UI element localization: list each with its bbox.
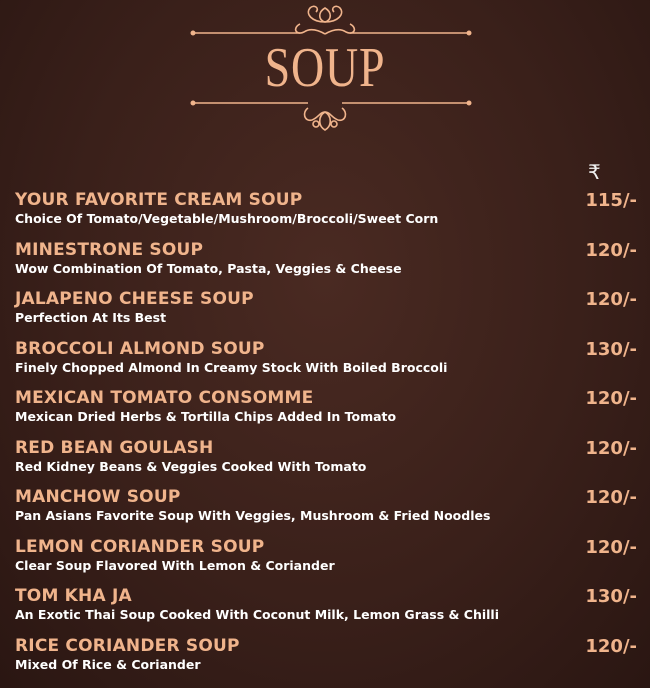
menu-item-name: RED BEAN GOULASH xyxy=(15,437,214,458)
menu-item-price: 120/- xyxy=(585,239,637,261)
menu-item xyxy=(15,190,640,240)
menu-item-description: Red Kidney Beans & Veggies Cooked With Tomato xyxy=(15,458,367,474)
menu-item-description: Clear Soup Flavored With Lemon & Coriander xyxy=(15,557,335,573)
menu-item-name: RICE CORIANDER SOUP xyxy=(15,635,240,656)
menu-item-name: YOUR FAVORITE CREAM SOUP xyxy=(15,190,303,210)
menu-item xyxy=(15,339,640,389)
menu-item xyxy=(15,636,640,686)
menu-item xyxy=(15,240,640,290)
menu-item xyxy=(15,388,640,438)
menu-item-description: Mixed Of Rice & Coriander xyxy=(15,656,201,672)
menu-item-description: Choice Of Tomato/Vegetable/Mushroom/Broccoli/Sweet Corn xyxy=(15,211,439,226)
menu-item xyxy=(15,289,640,339)
menu-item xyxy=(15,537,640,587)
menu-item-description: Perfection At Its Best xyxy=(15,310,167,325)
menu-item-description: Pan Asians Favorite Soup With Veggies, Mushroom & Fried Noodles xyxy=(15,508,491,523)
menu-item-name: LEMON CORIANDER SOUP xyxy=(15,536,265,557)
menu-item-price: 115/- xyxy=(585,190,637,211)
menu-item-price: 130/- xyxy=(585,338,637,360)
page-title: SOUP xyxy=(264,37,386,99)
menu-item xyxy=(15,586,640,636)
menu-item-name: MINESTRONE SOUP xyxy=(15,239,204,260)
menu-item-description: Finely Chopped Almond In Creamy Stock With Boiled Broccoli xyxy=(15,359,448,375)
menu-items-list xyxy=(15,190,640,685)
menu-item-name: MANCHOW SOUP xyxy=(15,487,181,507)
menu-item-name: BROCCOLI ALMOND SOUP xyxy=(15,338,265,359)
menu-item xyxy=(15,438,640,488)
menu-item-price: 130/- xyxy=(585,586,637,607)
menu-item-description: An Exotic Thai Soup Cooked With Coconut Milk, Lemon Grass & Chilli xyxy=(15,607,499,622)
menu-header xyxy=(0,0,650,140)
menu-item-name: TOM KHA JA xyxy=(15,586,132,606)
menu-item-description: Wow Combination Of Tomato, Pasta, Veggies & Cheese xyxy=(15,260,402,276)
currency-symbol: ₹ xyxy=(588,160,601,184)
menu-item-name: MEXICAN TOMATO CONSOMME xyxy=(15,388,314,408)
menu-item-name: JALAPENO CHEESE SOUP xyxy=(15,289,254,309)
menu-item-price: 120/- xyxy=(585,487,637,508)
menu-item-price: 120/- xyxy=(585,635,637,657)
menu-item-price: 120/- xyxy=(585,289,637,310)
menu-item-price: 120/- xyxy=(585,437,637,459)
menu-item xyxy=(15,487,640,537)
menu-item-price: 120/- xyxy=(585,388,637,409)
menu-item-price: 120/- xyxy=(585,536,637,558)
menu-item-description: Mexican Dried Herbs & Tortilla Chips Added In Tomato xyxy=(15,409,397,424)
